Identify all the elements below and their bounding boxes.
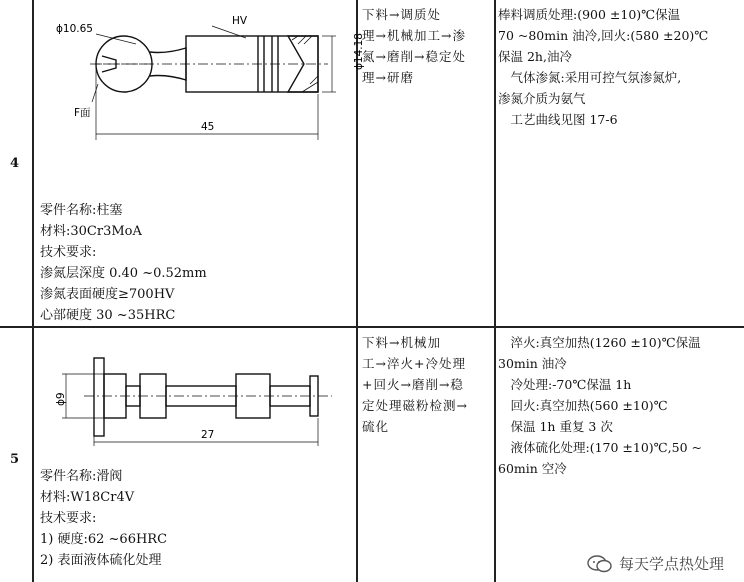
slide-valve-drawing: [36, 334, 354, 454]
process-line: 理→机械加工→渗: [362, 28, 466, 43]
dim-length: 27: [201, 429, 215, 441]
param-line: 棒料调质处理:(900 ±10)℃保温: [498, 7, 681, 22]
process-route-4: [362, 4, 488, 88]
dim-diameter: ϕ9: [55, 392, 67, 406]
param-line: 30min 油冷: [498, 356, 567, 371]
row-number: 5: [10, 452, 20, 467]
process-route-5: [362, 332, 488, 437]
spec-line: 零件名称:滑阀: [40, 469, 123, 484]
param-line: 渗氮介质为氨气: [498, 91, 586, 106]
spec-line: 渗氮层深度 0.40 ~0.52mm: [40, 266, 207, 281]
wechat-icon: [587, 554, 613, 574]
process-line: 下料→调质处: [362, 7, 441, 22]
watermark: [587, 553, 724, 574]
dim-length: 45: [201, 121, 215, 133]
process-params-5: [498, 332, 740, 479]
part-spec-5: [40, 466, 167, 571]
param-line: 保温 1h 重复 3 次: [498, 419, 613, 434]
process-params-4: [498, 4, 740, 130]
dim-diameter-head: ϕ10.65: [56, 23, 93, 35]
column-divider-2: [356, 0, 358, 582]
column-divider-3: [494, 0, 496, 582]
spec-line: 材料:30Cr3MoA: [40, 224, 142, 239]
spec-line: 渗氮表面硬度≥700HV: [40, 287, 175, 302]
param-line: 工艺曲线见图 17-6: [498, 112, 618, 127]
spec-line: 材料:W18Cr4V: [40, 490, 135, 505]
f-face-label: F面: [74, 107, 91, 119]
process-line: 工→淬火+冷处理: [362, 356, 466, 371]
param-line: 淬火:真空加热(1260 ±10)℃保温: [498, 335, 701, 350]
spec-line: 技术要求:: [40, 245, 97, 260]
spec-line: 2) 表面液体硫化处理: [40, 553, 162, 568]
process-line: 理→研磨: [362, 70, 414, 85]
process-line: 下料→机械加: [362, 335, 441, 350]
process-line: 定处理磁粉检测→: [362, 398, 468, 413]
param-line: 60min 空冷: [498, 461, 567, 476]
param-line: 气体渗氮:采用可控气氛渗氮炉,: [498, 70, 682, 85]
part-spec-4: [40, 200, 207, 326]
param-line: 冷处理:-70℃保温 1h: [498, 377, 632, 392]
process-line: 硫化: [362, 419, 390, 434]
spec-line: 心部硬度 30 ~35HRC: [40, 308, 176, 323]
spec-line: 技术要求:: [40, 511, 97, 526]
param-line: 液体硫化处理:(170 ±10)℃,50 ~: [498, 440, 702, 455]
row-divider: [0, 326, 744, 328]
spec-line: 零件名称:柱塞: [40, 203, 123, 218]
param-line: 保温 2h,油冷: [498, 49, 572, 64]
dim-diameter-body: ϕ14.18: [353, 33, 365, 70]
spec-line: 1) 硬度:62 ~66HRC: [40, 532, 168, 547]
watermark-text: 每天学点热处理: [618, 555, 724, 573]
column-divider-1: [32, 0, 34, 582]
plunger-drawing: [36, 4, 365, 154]
process-line: +回火→磨削→稳: [362, 377, 464, 392]
process-line: 氮→磨削→稳定处: [362, 49, 466, 64]
hv-label: HV: [232, 15, 248, 27]
param-line: 回火:真空加热(560 ±10)℃: [498, 398, 668, 413]
param-line: 70 ~80min 油冷,回火:(580 ±20)℃: [498, 28, 709, 43]
row-number: 4: [10, 156, 20, 171]
